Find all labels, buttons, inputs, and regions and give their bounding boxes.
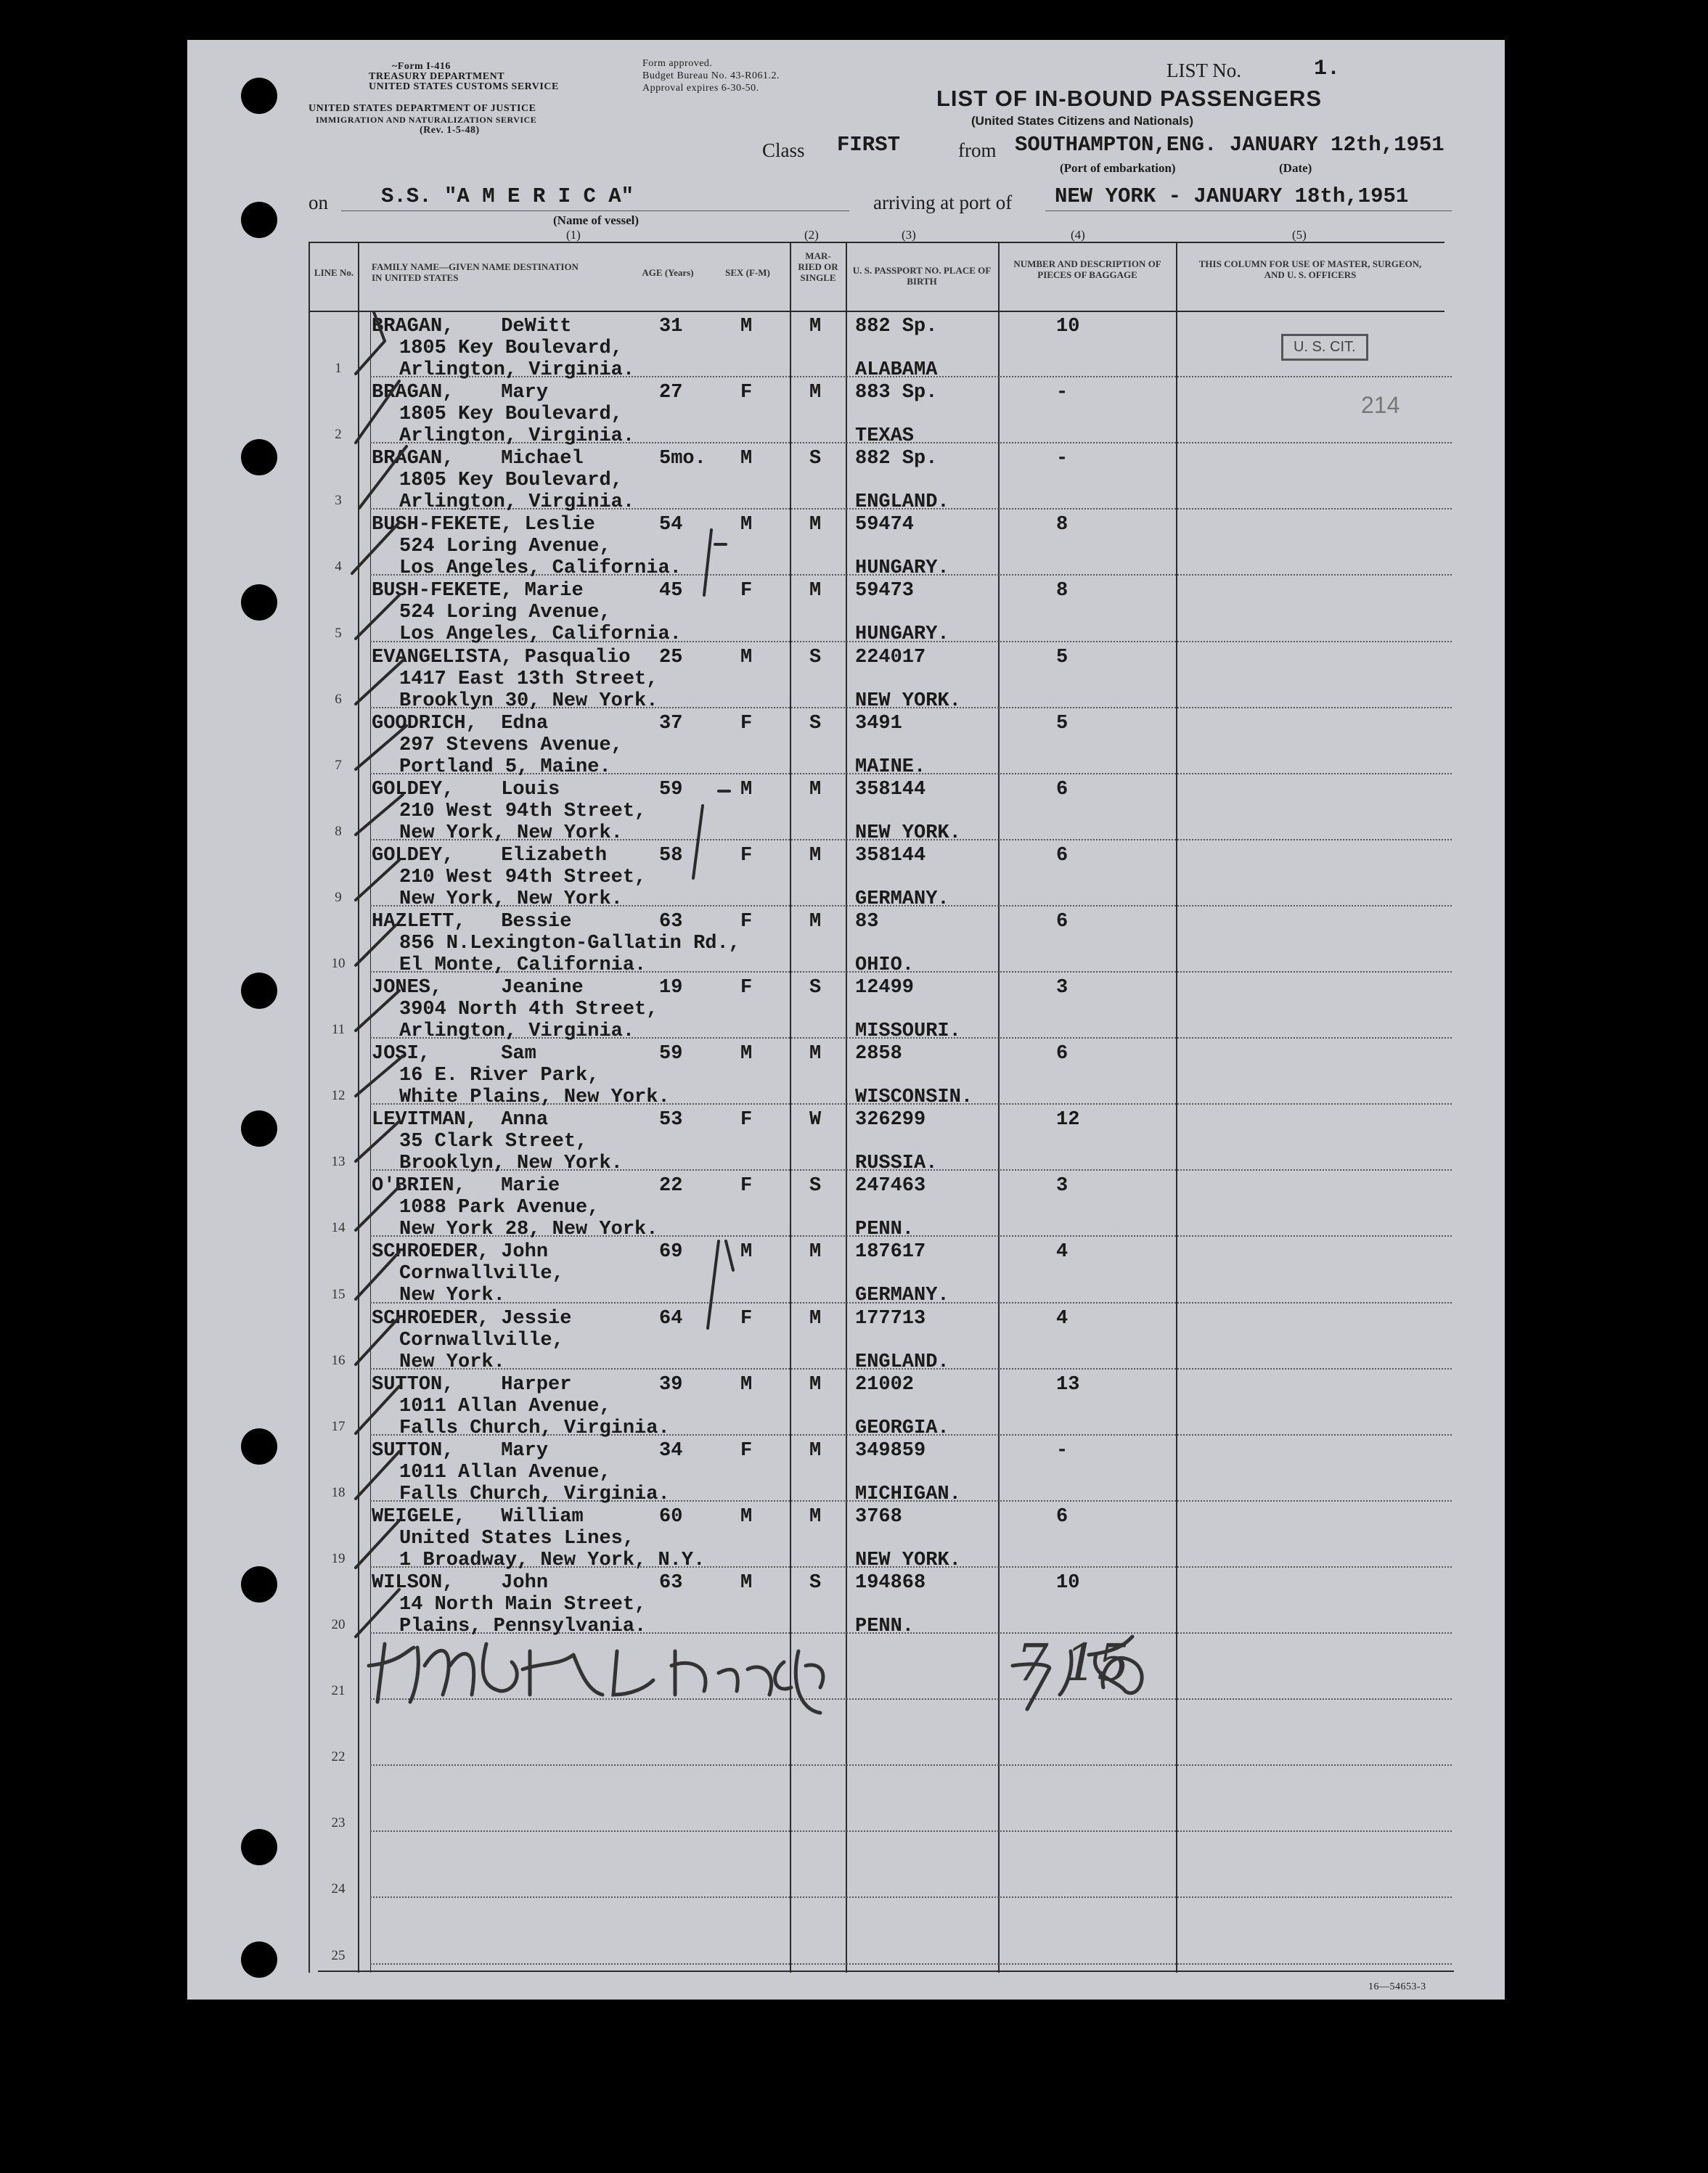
passenger-name: JOSI, Sam	[372, 1043, 536, 1065]
passenger-passport: 358144	[855, 845, 926, 867]
passenger-address-line1: 524 Loring Avenue,	[399, 536, 611, 557]
from-value: SOUTHAMPTON,ENG. JANUARY 12th,1951	[1015, 133, 1445, 157]
passenger-address-line1: 1011 Allan Avenue,	[399, 1462, 611, 1484]
passenger-name: SCHROEDER, Jessie	[372, 1308, 572, 1330]
handwritten-count: 7 15	[1016, 1633, 1129, 1693]
passenger-age: 64	[659, 1308, 683, 1330]
on-label: on	[308, 192, 328, 213]
line-number: 2	[335, 427, 342, 442]
passenger-address-line2: Portland 5, Maine.	[399, 756, 611, 778]
passenger-baggage: 12	[1056, 1109, 1080, 1131]
passenger-sex: F	[740, 1308, 753, 1330]
line-number: 15	[331, 1287, 346, 1302]
passenger-sex: F	[740, 713, 753, 734]
approval-note: Approval expires 6-30-50.	[642, 83, 759, 94]
dept-line: UNITED STATES DEPARTMENT OF JUSTICE	[308, 103, 536, 114]
line-number: 23	[331, 1815, 346, 1830]
passenger-marital-status: M	[809, 1506, 822, 1528]
passenger-address-line1: 3904 North 4th Street,	[399, 999, 658, 1020]
approval-note: Form approved.	[642, 58, 713, 69]
line-number: 12	[331, 1088, 346, 1103]
passenger-birthplace: WISCONSIN.	[855, 1086, 973, 1108]
passenger-birthplace: MICHIGAN.	[855, 1484, 961, 1505]
passenger-address-line2: White Plains, New York.	[399, 1086, 670, 1108]
passenger-sex: F	[740, 382, 753, 404]
passenger-baggage: 5	[1056, 713, 1068, 734]
passenger-baggage: 6	[1056, 1506, 1068, 1528]
line-number: 11	[331, 1022, 346, 1037]
passenger-marital-status: W	[809, 1109, 822, 1131]
line-number: 17	[331, 1419, 346, 1434]
passenger-marital-status: M	[809, 514, 822, 536]
passenger-age: 37	[659, 713, 683, 734]
header-name: FAMILY NAME—GIVEN NAME DESTINATION IN UNITED STATES	[372, 261, 579, 283]
line-number: 1	[335, 361, 342, 376]
passenger-address-line2: Brooklyn 30, New York.	[399, 690, 658, 712]
check-marks	[341, 312, 777, 1691]
binder-hole	[241, 584, 277, 621]
passenger-marital-status: S	[809, 977, 822, 999]
passenger-sex: M	[740, 1043, 753, 1065]
passenger-passport: 882 Sp.	[855, 316, 938, 337]
form-id: ~Form I-416	[392, 61, 451, 72]
passenger-address-line1: 524 Loring Avenue,	[399, 602, 611, 623]
passenger-birthplace: GERMANY.	[855, 1285, 949, 1306]
vessel-name: S.S. "A M E R I C A"	[381, 184, 634, 208]
page-subtitle: (United States Citizens and Nationals)	[971, 114, 1194, 128]
line-number: 5	[335, 626, 342, 641]
passenger-baggage: 4	[1056, 1308, 1068, 1330]
passenger-passport: 21002	[855, 1374, 915, 1396]
passenger-passport: 194868	[855, 1572, 926, 1594]
passenger-marital-status: M	[809, 316, 822, 337]
line-number: 22	[331, 1749, 346, 1764]
passenger-address-line1: Cornwallville,	[399, 1263, 564, 1285]
passenger-passport: 59474	[855, 514, 915, 536]
binder-hole	[241, 1566, 277, 1603]
passenger-name: BRAGAN, Michael	[372, 448, 584, 470]
passenger-name: BUSH-FEKETE, Leslie	[372, 514, 595, 536]
table-bottom-border	[318, 1971, 1454, 1972]
passenger-birthplace: NEW YORK.	[855, 690, 961, 712]
passenger-address-line1: 856 N.Lexington-Gallatin Rd.,	[399, 933, 740, 954]
binder-hole	[241, 439, 277, 475]
passenger-marital-status: S	[809, 647, 822, 668]
line-number: 25	[331, 1948, 346, 1963]
passenger-address-line1: 1088 Park Avenue,	[399, 1197, 600, 1219]
passenger-sex: F	[740, 1109, 753, 1131]
passenger-name: BUSH-FEKETE, Marie	[372, 580, 584, 602]
passenger-name: GOLDEY, Louis	[372, 779, 560, 801]
passenger-address-line2: Arlington, Virginia.	[399, 359, 635, 381]
row-guide-line	[370, 1896, 1452, 1898]
passenger-baggage: 3	[1056, 977, 1068, 999]
passenger-age: 22	[659, 1175, 683, 1197]
passenger-address-line2: Arlington, Virginia.	[399, 1020, 635, 1042]
passenger-marital-status: M	[809, 911, 822, 933]
passenger-address-line2: New York 28, New York.	[399, 1219, 658, 1240]
passenger-birthplace: HUNGARY.	[855, 557, 949, 579]
passenger-birthplace: HUNGARY.	[855, 623, 949, 645]
passenger-marital-status: M	[809, 382, 822, 404]
passenger-name: SUTTON, Mary	[372, 1440, 549, 1462]
passenger-baggage: 4	[1056, 1241, 1068, 1263]
binder-hole	[241, 1941, 277, 1978]
passenger-name: BRAGAN, Mary	[372, 382, 549, 404]
col-num: (3)	[902, 228, 916, 242]
passenger-passport: 12499	[855, 977, 915, 999]
row-guide-line	[370, 1830, 1452, 1832]
port-embark-caption: (Port of embarkation)	[1060, 161, 1176, 175]
line-number: 10	[331, 956, 346, 971]
passenger-baggage: -	[1056, 382, 1068, 404]
passenger-birthplace: MAINE.	[855, 756, 926, 778]
passenger-marital-status: S	[809, 448, 822, 470]
row-guide-line	[370, 1963, 1452, 1965]
passenger-address-line1: 1417 East 13th Street,	[399, 668, 658, 690]
passenger-birthplace: TEXAS	[855, 425, 915, 447]
binder-hole	[241, 1110, 277, 1147]
passenger-baggage: 3	[1056, 1175, 1068, 1197]
passenger-passport: 358144	[855, 779, 926, 801]
passenger-address-line1: United States Lines,	[399, 1528, 635, 1550]
col-num: (1)	[566, 228, 581, 242]
passenger-birthplace: NEW YORK.	[855, 1550, 961, 1571]
list-no-label: LIST No.	[1166, 60, 1242, 81]
passenger-marital-status: M	[809, 1043, 822, 1065]
passenger-marital-status: S	[809, 713, 822, 734]
passenger-address-line1: 1805 Key Boulevard,	[399, 404, 623, 425]
line-number: 24	[331, 1881, 346, 1896]
passenger-address-line1: 1011 Allan Avenue,	[399, 1396, 611, 1417]
passenger-passport: 882 Sp.	[855, 448, 938, 470]
passenger-baggage: 6	[1056, 1043, 1068, 1065]
revision: (Rev. 1-5-48)	[420, 125, 480, 136]
passenger-address-line1: 14 North Main Street,	[399, 1594, 647, 1616]
passenger-birthplace: ALABAMA	[855, 359, 938, 381]
passenger-name: SUTTON, Harper	[372, 1374, 572, 1396]
binder-hole	[241, 78, 277, 114]
passenger-age: 45	[659, 580, 683, 602]
passenger-sex: F	[740, 911, 753, 933]
passenger-address-line2: Arlington, Virginia.	[399, 425, 635, 447]
passenger-address-line2: Plains, Pennsylvania.	[399, 1616, 647, 1637]
line-number: 8	[335, 824, 342, 839]
passenger-marital-status: M	[809, 580, 822, 602]
passenger-age: 27	[659, 382, 683, 404]
passenger-sex: F	[740, 845, 753, 867]
page-title: LIST OF IN-BOUND PASSENGERS	[936, 86, 1323, 111]
passenger-sex: F	[740, 1175, 753, 1197]
us-citizen-stamp: U. S. CIT.	[1281, 334, 1368, 361]
passenger-address-line1: 16 E. River Park,	[399, 1065, 600, 1086]
col-num: (4)	[1071, 228, 1085, 242]
col-num: (2)	[804, 228, 819, 242]
table-left-border	[308, 242, 310, 1973]
arriving-label: arriving at port of	[873, 192, 1013, 213]
passenger-marital-status: S	[809, 1175, 822, 1197]
passenger-address-line2: 1 Broadway, New York, N.Y.	[399, 1550, 706, 1571]
passenger-marital-status: S	[809, 1572, 822, 1594]
line-number: 19	[331, 1551, 346, 1566]
passenger-age: 59	[659, 1043, 683, 1065]
line-number: 9	[335, 890, 342, 905]
footer-code: 16—54653-3	[1368, 1981, 1426, 1992]
list-no: 1.	[1314, 57, 1341, 81]
passenger-address-line1: 210 West 94th Street,	[399, 801, 647, 822]
passenger-address-line1: Cornwallville,	[399, 1330, 564, 1351]
passenger-age: 63	[659, 1572, 683, 1594]
passenger-age: 53	[659, 1109, 683, 1131]
passenger-baggage: -	[1056, 448, 1068, 470]
passenger-age: 25	[659, 647, 683, 668]
passenger-birthplace: ENGLAND.	[855, 1351, 949, 1373]
passenger-age: 69	[659, 1241, 683, 1263]
passenger-baggage: 8	[1056, 580, 1068, 602]
passenger-sex: M	[740, 316, 753, 337]
passenger-age: 59	[659, 779, 683, 801]
passenger-marital-status: M	[809, 845, 822, 867]
passenger-age: 63	[659, 911, 683, 933]
class-label: Class	[762, 139, 805, 161]
passenger-sex: M	[740, 514, 753, 536]
passenger-name: WILSON, John	[372, 1572, 549, 1594]
header-passport: U. S. PASSPORT NO. PLACE OF BIRTH	[852, 265, 992, 287]
passenger-sex: M	[740, 1374, 753, 1396]
underline	[341, 210, 849, 211]
passenger-passport: 83	[855, 911, 879, 933]
passenger-passport: 3768	[855, 1506, 902, 1528]
passenger-address-line2: New York.	[399, 1285, 505, 1306]
passenger-address-line1: 1805 Key Boulevard,	[399, 337, 623, 359]
passenger-address-line2: El Monte, California.	[399, 954, 647, 976]
passenger-passport: 59473	[855, 580, 915, 602]
passenger-address-line2: Los Angeles, California.	[399, 557, 682, 579]
binder-hole	[241, 1829, 277, 1865]
col-num: (5)	[1292, 228, 1307, 242]
line-number: 7	[335, 758, 342, 773]
passenger-age: 39	[659, 1374, 683, 1396]
passenger-age: 60	[659, 1506, 683, 1528]
line-number: 21	[331, 1683, 346, 1698]
passenger-address-line2: New York.	[399, 1351, 505, 1373]
passenger-baggage: 6	[1056, 911, 1068, 933]
passenger-name: GOODRICH, Edna	[372, 713, 549, 734]
passenger-birthplace: PENN.	[855, 1219, 915, 1240]
passenger-name: EVANGELISTA, Pasqualio	[372, 647, 631, 668]
passenger-name: HAZLETT, Bessie	[372, 911, 572, 933]
passenger-address-line1: 210 West 94th Street,	[399, 867, 647, 888]
passenger-address-line1: 35 Clark Street,	[399, 1131, 588, 1153]
passenger-name: LEVITMAN, Anna	[372, 1109, 549, 1131]
passenger-birthplace: RUSSIA.	[855, 1153, 938, 1174]
passenger-address-line2: Brooklyn, New York.	[399, 1153, 623, 1174]
header-sex: SEX (F-M)	[725, 267, 770, 278]
passenger-address-line2: New York, New York.	[399, 888, 623, 910]
passenger-baggage: 5	[1056, 647, 1068, 668]
passenger-name: O'BRIEN, Marie	[372, 1175, 560, 1197]
passenger-age: 5mo.	[659, 448, 706, 470]
passenger-address-line1: 1805 Key Boulevard,	[399, 470, 623, 491]
passenger-address-line2: Falls Church, Virginia.	[399, 1417, 670, 1439]
class-value: FIRST	[837, 133, 901, 157]
passenger-age: 19	[659, 977, 683, 999]
passenger-marital-status: M	[809, 779, 822, 801]
passenger-address-line2: Falls Church, Virginia.	[399, 1484, 670, 1505]
approval-note: Budget Bureau No. 43-R061.2.	[642, 70, 780, 81]
passenger-name: WEIGELE, William	[372, 1506, 584, 1528]
passenger-sex: M	[740, 1572, 753, 1594]
line-number: 14	[331, 1220, 346, 1235]
line-number: 4	[335, 559, 342, 574]
row-guide-line	[370, 1764, 1452, 1766]
passenger-sex: F	[740, 977, 753, 999]
passenger-passport: 326299	[855, 1109, 926, 1131]
binder-hole	[241, 1428, 277, 1465]
passenger-birthplace: ENGLAND.	[855, 491, 949, 513]
date-caption: (Date)	[1279, 161, 1312, 175]
passenger-birthplace: OHIO.	[855, 954, 915, 976]
passenger-sex: M	[740, 1506, 753, 1528]
passenger-birthplace: NEW YORK.	[855, 822, 961, 844]
passenger-birthplace: GERMANY.	[855, 888, 949, 910]
passenger-baggage: 6	[1056, 845, 1068, 867]
passenger-address-line2: New York, New York.	[399, 822, 623, 844]
passenger-marital-status: M	[809, 1374, 822, 1396]
header-baggage: NUMBER AND DESCRIPTION OF PIECES OF BAGGAGE	[1013, 258, 1161, 280]
passenger-address-line2: Los Angeles, California.	[399, 623, 682, 645]
from-label: from	[958, 139, 997, 161]
passenger-birthplace: GEORGIA.	[855, 1417, 949, 1439]
line-number: 20	[331, 1617, 346, 1632]
passenger-sex: M	[740, 779, 753, 801]
passenger-name: SCHROEDER, John	[372, 1241, 549, 1263]
passenger-sex: M	[740, 1241, 753, 1263]
passenger-name: GOLDEY, Elizabeth	[372, 845, 608, 867]
passenger-passport: 3491	[855, 713, 902, 734]
officer-note: 214	[1361, 392, 1400, 418]
passenger-passport: 349859	[855, 1440, 926, 1462]
passenger-passport: 224017	[855, 647, 926, 668]
passenger-passport: 247463	[855, 1175, 926, 1197]
passenger-sex: F	[740, 580, 753, 602]
passenger-sex: M	[740, 647, 753, 668]
underline	[1045, 210, 1452, 211]
passenger-name: JONES, Jeanine	[372, 977, 584, 999]
passenger-marital-status: M	[809, 1440, 822, 1462]
passenger-sex: F	[740, 1440, 753, 1462]
header-officers: THIS COLUMN FOR USE OF MASTER, SURGEON, AND U. S. OFFICERS	[1198, 258, 1422, 280]
line-number: 13	[331, 1154, 346, 1169]
arriving-value: NEW YORK - JANUARY 18th,1951	[1055, 184, 1409, 208]
passenger-birthplace: PENN.	[855, 1616, 915, 1637]
passenger-passport: 883 Sp.	[855, 382, 938, 404]
passenger-baggage: 13	[1056, 1374, 1080, 1396]
passenger-marital-status: M	[809, 1308, 822, 1330]
line-number: 18	[331, 1485, 346, 1500]
line-number: 16	[331, 1353, 346, 1368]
passenger-age: 58	[659, 845, 683, 867]
passenger-passport: 177713	[855, 1308, 926, 1330]
passenger-baggage: 8	[1056, 514, 1068, 536]
header-line-no: LINE No.	[314, 267, 354, 278]
passenger-passport: 187617	[855, 1241, 926, 1263]
passenger-address-line2: Arlington, Virginia.	[399, 491, 635, 513]
passenger-baggage: 10	[1056, 1572, 1080, 1594]
line-number: 6	[335, 692, 342, 707]
passenger-age: 54	[659, 514, 683, 536]
header-age: AGE (Years)	[642, 267, 694, 278]
vessel-caption: (Name of vessel)	[553, 213, 640, 227]
passenger-passport: 2858	[855, 1043, 902, 1065]
passenger-sex: M	[740, 448, 753, 470]
passenger-baggage: -	[1056, 1440, 1068, 1462]
passenger-name: BRAGAN, DeWitt	[372, 316, 572, 337]
header-married: MAR- RIED OR SINGLE	[798, 250, 838, 283]
passenger-marital-status: M	[809, 1241, 822, 1263]
dept-line: TREASURY DEPARTMENT	[369, 71, 505, 82]
passenger-age: 34	[659, 1440, 683, 1462]
passenger-baggage: 10	[1056, 316, 1080, 337]
table-top-border	[308, 242, 1445, 243]
passenger-baggage: 6	[1056, 779, 1068, 801]
dept-line: IMMIGRATION AND NATURALIZATION SERVICE	[316, 115, 537, 125]
binder-hole	[241, 973, 277, 1009]
passenger-age: 31	[659, 316, 683, 337]
passenger-address-line1: 297 Stevens Avenue,	[399, 734, 623, 756]
binder-hole	[241, 202, 277, 238]
passenger-birthplace: MISSOURI.	[855, 1020, 961, 1042]
line-number: 3	[335, 493, 342, 508]
dept-line: UNITED STATES CUSTOMS SERVICE	[369, 81, 559, 92]
